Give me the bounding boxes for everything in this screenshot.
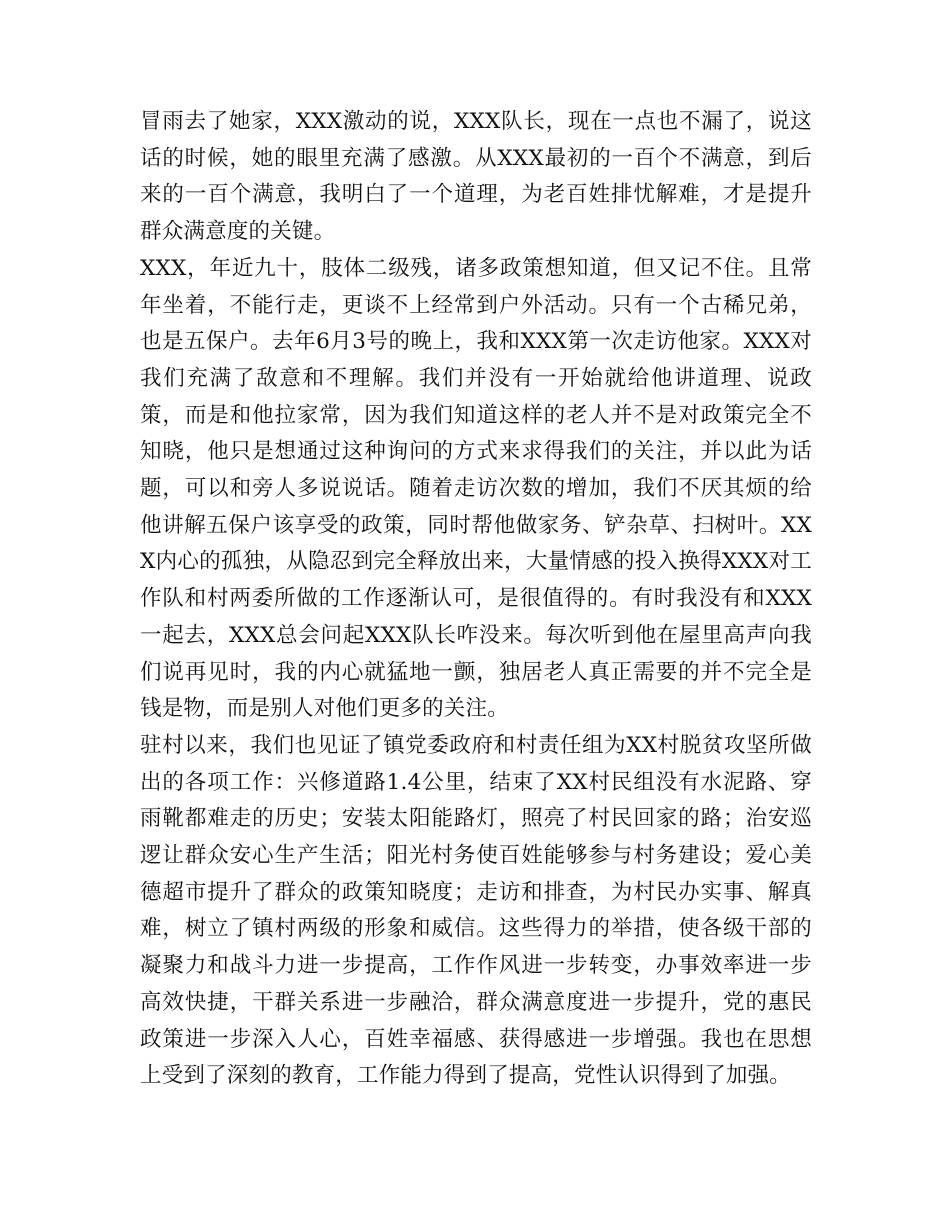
paragraph-1: 冒雨去了她家，XXX激动的说，XXX队长，现在一点也不漏了，说这话的时候，她的眼里充满了感激。从XXX最初的一百个不满意，到后来的一百个满意，我明白了一个道理，为老百姓排忧解难，才是提升群众满意度的关键。: [140, 109, 812, 245]
paragraph-2: XXX，年近九十，肢体二级残，诸多政策想知道，但又记不住。且常年坐着，不能行走，更谈不上经常到户外活动。只有一个古稀兄弟，也是五保户。去年6月3号的晚上，我和XXX第一次走访他家。XXX对我们充满了敌意和不理解。我们并没有一开始就给他讲道理、说政策，而是和他拉家常，因为我们知道这样的老人并不是对政策完全不知晓，他只是想通过这种询问的方式来求得我们的关注，并以此为话题，可以和旁人多说说话。随着走访次数的增加，我们不厌其烦的给他讲解五保户该享受的政策，同时帮他做家务、铲杂草、扫树叶。XXX内心的孤独，从隐忍到完全释放出来，大量情感的投入换得XXX对工作队和村两委所做的工作逐渐认可，是很值得的。有时我没有和XXX一起去，XXX总会问起XXX队长咋没来。每次听到他在屋里高声向我们说再见时，我的内心就猛地一颤，独居老人真正需要的并不完全是钱是物，而是别人对他们更多的关注。: [140, 255, 812, 722]
document-body: [140, 104, 812, 1095]
paragraph-3: 驻村以来，我们也见证了镇党委政府和村责任组为XX村脱贫攻坚所做出的各项工作：兴修道路1.4公里，结束了XX村民组没有水泥路、穿雨靴都难走的历史；安装太阳能路灯，照亮了村民回家的路；治安巡逻让群众安心生产生活；阳光村务使百姓能够参与村务建设；爱心美德超市提升了群众的政策知晓度；走访和排查，为村民办实事、解真难，树立了镇村两级的形象和威信。这些得力的举措，使各级干部的凝聚力和战斗力进一步提高，工作作风进一步转变，办事效率进一步高效快捷，干群关系进一步融洽，群众满意度进一步提升，党的惠民政策进一步深入人心，百姓幸福感、获得感进一步增强。我也在思想上受到了深刻的教育，工作能力得到了提高，党性认识得到了加强。: [140, 732, 812, 1089]
